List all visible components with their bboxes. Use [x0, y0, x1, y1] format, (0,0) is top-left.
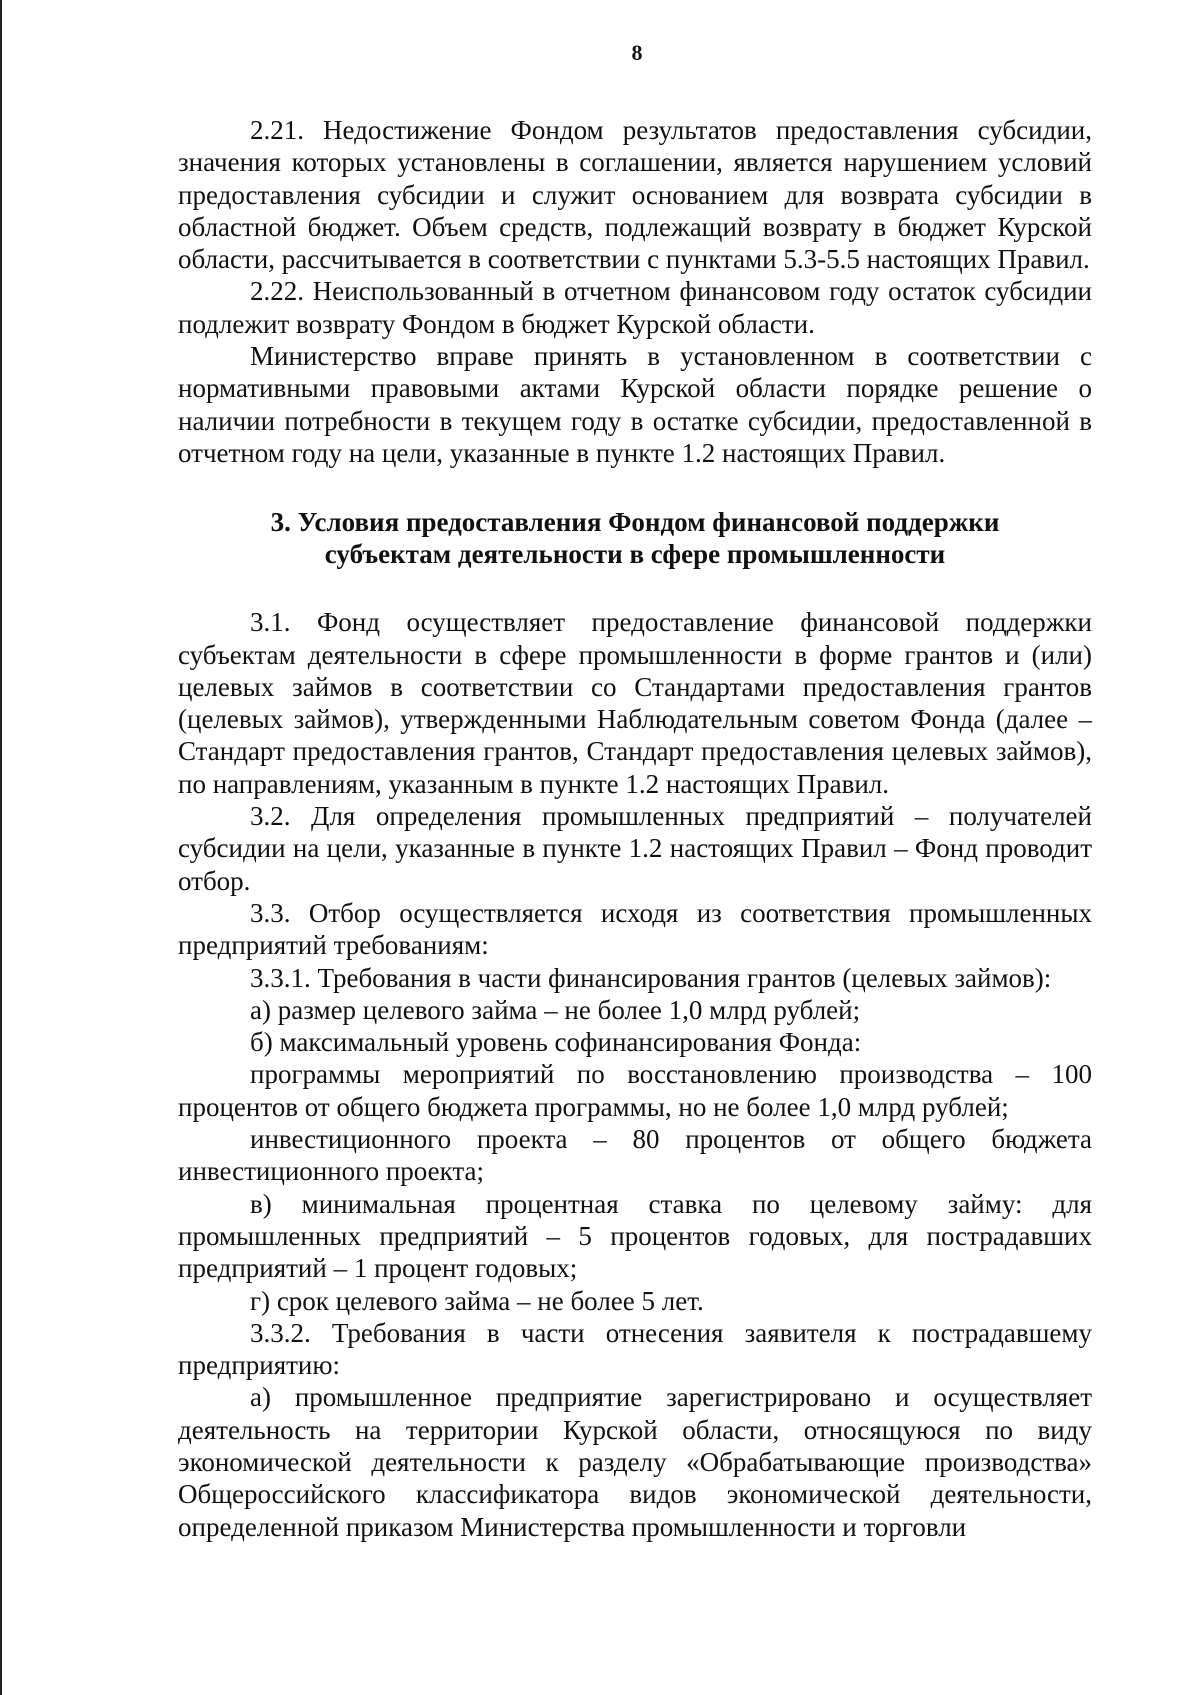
paragraph-3-2: 3.2. Для определения промышленных предприятий – получателей субсидии на цели, указанные в пункте 1.2 настоящих Правил – Фонд проводит отбор.	[178, 801, 1092, 896]
paragraph-3-3-1-v: в) минимальная процентная ставка по целевому займу: для промышленных предприятий – 5 процентов годовых, для пострадавших предприятий – 1 процент годовых;	[178, 1188, 1092, 1284]
paragraph-2-21: 2.21. Недостижение Фондом результатов предоставления субсидии, значения которых установлены в соглашении, является нарушением условий предоставления субсидии и служит основанием для возврата субсидии в областной бюджет. Объем средств, подлежащий возврату в бюджет Курской области, рассчитывается в соответствии с пунктами 5.3-5.5 настоящих Правил.	[178, 115, 1092, 275]
document-body	[178, 114, 1092, 1543]
paragraph-3-3-1-g: г) срок целевого займа – не более 5 лет.	[250, 1285, 704, 1316]
paragraph-3-3-2: 3.3.2. Требования в части отнесения заявителя к пострадавшему предприятию:	[178, 1317, 1092, 1381]
paragraph-3-3-1: 3.3.1. Требования в части финансирования грантов (целевых займов):	[250, 962, 1052, 993]
paragraph-3-3-1-a: а) размер целевого займа – не более 1,0 млрд рублей;	[250, 994, 861, 1025]
paragraph-3-3-2-a: а) промышленное предприятие зарегистрировано и осуществляет деятельность на территории Курской области, относящуюся по виду экономической деятельности к разделу «Обрабатывающие производства» Общероссийского классификатора видов экономической деятельности, определенной приказом Министерства промышленности и торговли	[178, 1382, 1092, 1542]
paragraph-program: программы мероприятий по восстановлению производства – 100 процентов от общего бюджета программы, но не более 1,0 млрд рублей;	[178, 1059, 1092, 1122]
paragraph-2-22: 2.22. Неиспользованный в отчетном финансовом году остаток субсидии подлежит возврату Фондом в бюджет Курской области.	[178, 276, 1092, 339]
paragraph-3-1: 3.1. Фонд осуществляет предоставление финансовой поддержки субъектам деятельности в сфере промышленности в форме грантов и (или) целевых займов в соответствии со Стандартами предоставления грантов (целевых займов), утвержденными Наблюдательным советом Фонда (далее – Стандарт предоставления грантов, Стандарт предоставления целевых займов), по направлениям, указанным в пункте 1.2 настоящих Правил.	[178, 607, 1092, 799]
paragraph-ministry: Министерство вправе принять в установленном в соответствии с нормативными правовыми актами Курской области порядке решение о наличии потребности в текущем году в остатке субсидии, предоставленной в отчетном году на цели, указанные в пункте 1.2 настоящих Правил.	[178, 341, 1092, 468]
section-heading-line-1: 3. Условия предоставления Фондом финансовой поддержки	[270, 507, 1000, 538]
paragraph-3-3-1-b: б) максимальный уровень софинансирования Фонда:	[250, 1027, 862, 1058]
section-heading-line-2: субъектам деятельности в сфере промышленности	[324, 539, 946, 570]
paragraph-3-3: 3.3. Отбор осуществляется исходя из соответствия промышленных предприятий требованиям:	[178, 897, 1092, 961]
page-number: 8	[631, 40, 643, 65]
paragraph-investment: инвестиционного проекта – 80 процентов от общего бюджета инвестиционного проекта;	[178, 1124, 1092, 1187]
section-3-heading	[178, 506, 1092, 570]
